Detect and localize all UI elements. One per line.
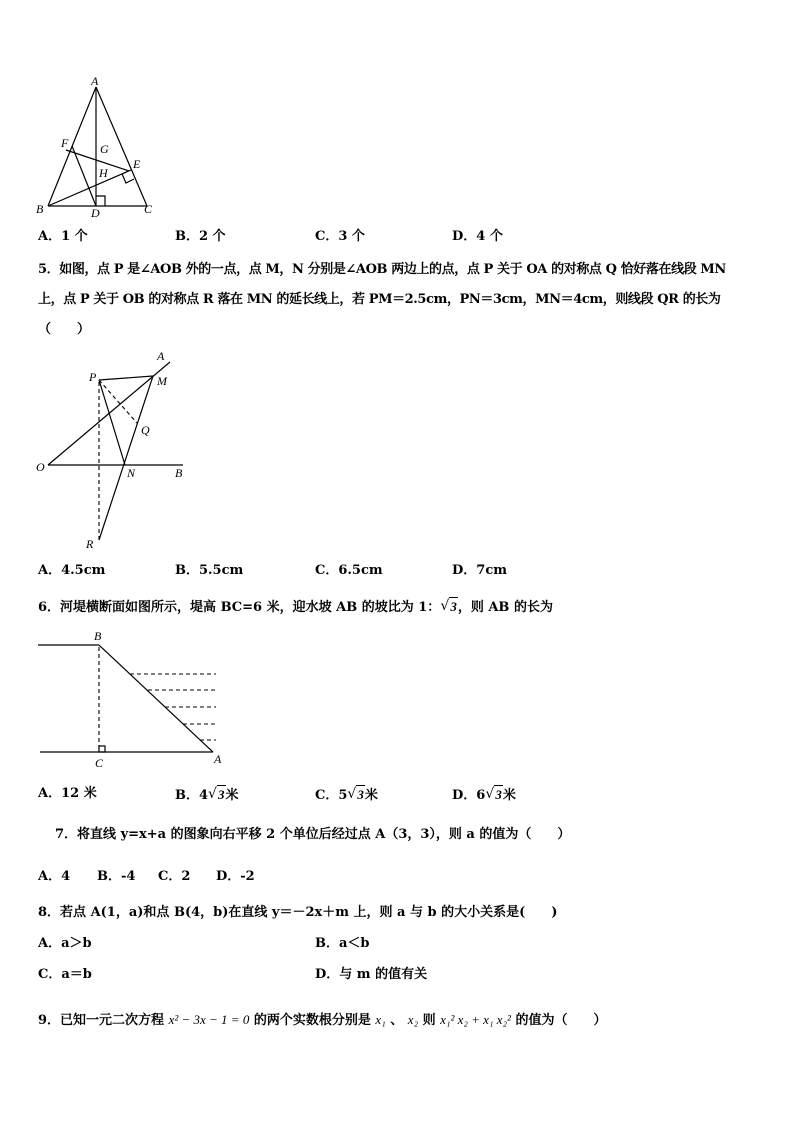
q6-option-a-text: A．12 米 [38,786,97,801]
q9-x1: x₁ [375,1012,386,1027]
q6-label-c: C [95,756,104,770]
q5-text-line3: （ ） [38,322,91,337]
q5-text-line2: 上，点 P 关于 OB 的对称点 R 落在 MN 的延长线上，若 PM＝2.5cm，PN＝3cm，MN＝4cm，则线段 QR 的长为 [38,292,721,307]
q9-then: 则 [422,1013,436,1028]
q5-option-b: B．5.5cm [175,563,244,578]
q4-label-c: C [144,202,153,216]
q9-equation: x² − 3x − 1 = 0 [168,1012,250,1027]
q6-option-c-text: C．5 [315,788,348,803]
q8-option-a: A．a＞b [38,936,92,951]
q7-option-b: B．-4 [97,869,136,884]
q7-option-a: A．4 [38,869,71,884]
q9-middle: 的两个实数根分别是 [253,1013,371,1028]
q8-option-c: C．a＝b [38,967,92,982]
q6-option-b-sqrt: √ 3 [208,786,225,802]
q6-option-d [452,785,516,805]
q6-sqrt-value: 3 [450,599,457,614]
q7-option-d: D．-2 [216,869,255,884]
q6-option-d-text: D．6 [452,788,486,803]
q5-label-m: M [157,374,167,388]
q4-label-h: H [99,166,108,180]
q6-option-c-sqrt: √ 3 [347,786,364,802]
q6-option-c-unit: 米 [364,788,378,803]
q5-label-a: A [157,349,165,363]
q4-label-d: D [91,206,100,220]
q6-option-c [315,785,378,805]
q5-label-b: B [175,466,183,480]
q5-label-o: O [36,460,45,474]
q6-option-d-unit: 米 [502,788,516,803]
q6-option-c-radicand: 3 [357,787,364,802]
q6-option-b-unit: 米 [225,788,239,803]
q6-option-b [175,785,239,805]
q4-label-b: B [36,202,44,216]
q7-question-text: 7．将直线 y=x+a 的图象向右平移 2 个单位后经过点 A（3，3），则 a 的值为（ ） [55,827,571,842]
q6-sqrt: √ 3 [440,598,457,614]
q6-text-after: ，则 AB 的长为 [457,600,553,615]
q5-text-line1: 5．如图，点 P 是∠AOB 外的一点，点 M，N 分别是∠AOB 两边上的点，点 P 关于 OA 的对称点 Q 恰好落在线段 MN [38,262,726,277]
q4-option-a: A．1 个 [38,229,88,244]
q9-x2: x₂ [407,1012,419,1027]
q5-option-a: A．4.5cm [38,563,106,578]
q8-option-b: B．a＜b [315,936,370,951]
q4-label-e: E [133,157,141,171]
q6-text-before: 6．河堤横断面如图所示，堤高 BC=6 米，迎水坡 AB 的坡比为 1： [38,600,441,615]
q4-option-b: B．2 个 [175,229,226,244]
q5-label-n: N [127,466,136,480]
q9-suffix: 的值为（ ） [515,1013,607,1028]
q6-option-d-radicand: 3 [495,787,502,802]
q6-option-b-radicand: 3 [218,787,225,802]
q9-expression: x₁² x₂ + x₁ x₂² [440,1012,511,1027]
q5-option-d: D．7cm [452,563,507,578]
q5-label-q: Q [141,423,150,437]
q8-option-d: D．与 m 的值有关 [315,967,428,982]
q6-label-b: B [94,629,102,643]
q6-option-a [38,785,97,803]
q4-option-d: D．4 个 [452,229,503,244]
q4-option-c: C．3 个 [315,229,365,244]
q9-separator: 、 [390,1013,404,1028]
q6-label-a: A [214,752,222,766]
q5-option-c: C．6.5cm [315,563,383,578]
q8-question-text: 8．若点 A(1，a)和点 B(4，b)在直线 y＝－2x＋m 上，则 a 与 b 的大小关系是( ) [38,905,558,920]
q9-prefix: 9．已知一元二次方程 [38,1013,165,1028]
q9-question-text [38,1011,606,1030]
q4-label-a: A [91,74,99,88]
q5-label-r: R [86,537,94,551]
q5-label-p: P [89,370,97,384]
q6-option-b-text: B．4 [175,788,209,803]
q7-option-c: C．2 [158,869,191,884]
q6-option-d-sqrt: √ 3 [485,786,502,802]
q4-label-f: F [61,136,69,150]
q4-label-g: G [100,142,109,156]
